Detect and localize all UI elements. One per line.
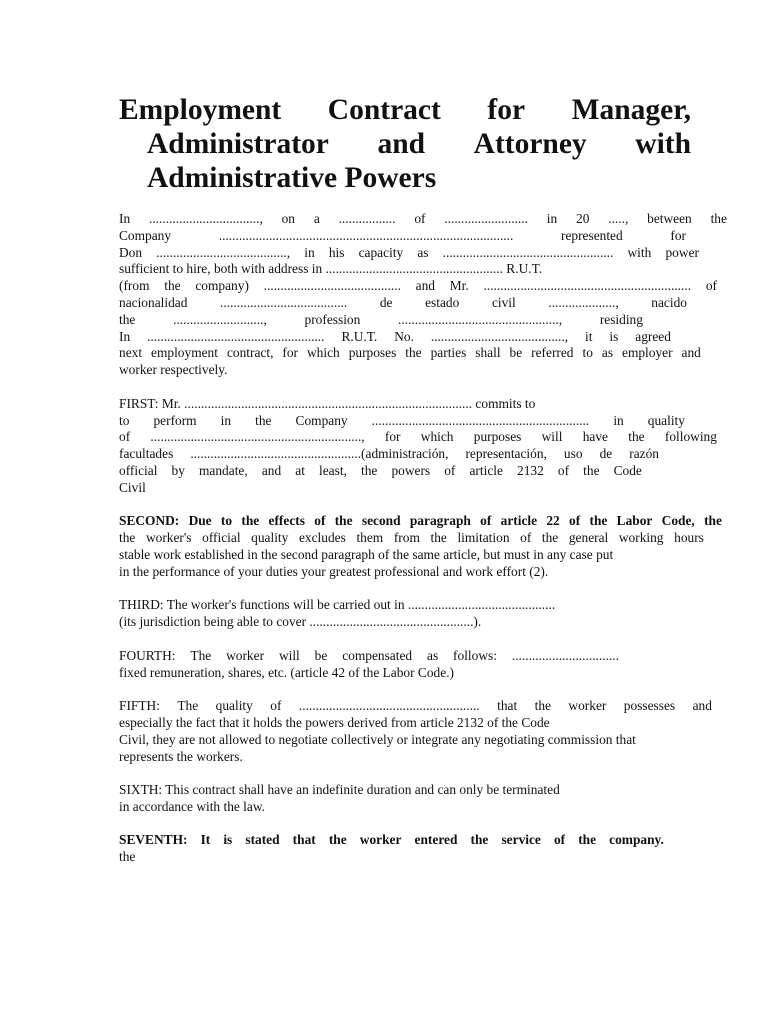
text-line [119, 329, 671, 346]
text-line [119, 413, 685, 430]
paragraph-gap [119, 379, 727, 396]
text-line: especially the fact that it holds the powers derived from article 2132 of the Code [119, 714, 550, 730]
word: parties [430, 345, 467, 361]
paragraph-gap [119, 497, 727, 514]
word: of [119, 429, 131, 445]
word: in [220, 412, 232, 428]
word: employer [622, 345, 673, 361]
word: the [589, 513, 608, 529]
word: of [569, 513, 581, 529]
word: be [314, 647, 328, 663]
word: for [282, 345, 299, 361]
title-word: Attorney [473, 128, 587, 160]
word: in [546, 211, 558, 226]
text-line: THIRD: The worker's functions will be carried out in ............................................ [119, 597, 556, 613]
text-line [119, 211, 727, 228]
word: stated [245, 832, 280, 848]
text-line [119, 463, 642, 480]
text-line [119, 295, 687, 312]
title-line-1 [119, 93, 691, 127]
word: of [444, 462, 456, 478]
word: limitation [457, 530, 510, 546]
word: the [704, 513, 722, 529]
word: residing [599, 311, 643, 327]
word: ................................................, [398, 311, 563, 327]
word: to [582, 345, 593, 361]
text-line [119, 429, 717, 446]
word: ..........................., [173, 311, 267, 327]
title-word: Manager, [571, 94, 691, 126]
word: nacido [651, 294, 687, 310]
word: The [177, 698, 199, 714]
text-line: in the performance of your duties your greatest professional and work effort (2). [119, 563, 549, 579]
word: ...................................................... [298, 698, 480, 714]
word: of [270, 698, 282, 714]
word: the [541, 530, 559, 546]
word: the [628, 429, 645, 445]
word: contract, [226, 345, 274, 361]
word: the [583, 462, 600, 478]
word: to [220, 513, 233, 529]
text-line: Civil [119, 479, 146, 495]
word: to [119, 412, 130, 428]
document-title [119, 93, 691, 195]
title-word: for [487, 94, 526, 126]
word: profession [304, 311, 361, 327]
word: the [710, 211, 727, 226]
word: Company [295, 412, 348, 428]
word: as [417, 244, 429, 260]
word: of [553, 832, 566, 848]
word: the [430, 530, 447, 546]
word: will [278, 647, 300, 663]
word: as [427, 647, 439, 663]
word: which [420, 429, 454, 445]
word: ....., [608, 211, 629, 226]
text-line [119, 446, 659, 463]
word: It [200, 832, 211, 848]
word: represented [560, 227, 623, 243]
text-line [119, 648, 619, 665]
word: FIFTH: [119, 698, 160, 714]
paragraph-gap [119, 816, 727, 833]
word: ................................................... [442, 244, 614, 260]
title-line-3: Administrative Powers [147, 162, 437, 194]
word: estado [425, 294, 460, 310]
word: the [534, 698, 551, 714]
word: and [681, 345, 701, 361]
word: the [255, 412, 272, 428]
word: razón [629, 446, 659, 462]
word: ..............................................................., [150, 429, 365, 445]
word: least, [319, 462, 347, 478]
word: ..................................................... [147, 328, 325, 344]
word: mandate, [199, 462, 248, 478]
text-line: FIRST: Mr. ...................................................................................... commits to [119, 395, 536, 411]
word: entered [414, 832, 458, 848]
text-line: the [119, 849, 136, 865]
paragraph-gap [119, 681, 727, 698]
word: of [557, 462, 570, 478]
word: quality [251, 530, 289, 546]
title-word: Employment [119, 94, 282, 126]
text-line: stable work established in the second paragraph of the same article, but must in any case put [119, 546, 614, 562]
word: In [119, 211, 131, 226]
word: official [202, 530, 241, 546]
text-line [119, 278, 717, 295]
word: is [609, 328, 619, 344]
word: ...................................................(administración, [190, 446, 449, 462]
word: the [405, 345, 422, 361]
word: the [334, 513, 353, 529]
contract-body [119, 211, 727, 866]
text-line: in accordance with the law. [119, 798, 265, 814]
text-line [119, 345, 701, 362]
word: ......................................., [156, 244, 291, 260]
word: the [361, 462, 378, 478]
word: In [119, 328, 131, 344]
word: be [509, 345, 523, 361]
text-line [119, 312, 643, 329]
word: ......................... [444, 211, 528, 226]
word: second [361, 513, 401, 529]
word: effects [268, 513, 305, 529]
word: Don [119, 244, 143, 260]
word: civil [491, 294, 516, 310]
title-word: Contract [327, 94, 441, 126]
word: worker's [145, 530, 192, 546]
word: excludes [298, 530, 346, 546]
word: power [665, 244, 699, 260]
word: for [670, 227, 686, 243]
word: ........................................, [430, 328, 569, 344]
word: will [541, 429, 563, 445]
word: his [328, 244, 345, 260]
word: ......................................... [263, 278, 401, 294]
word: uso [563, 446, 583, 462]
paragraph-gap [119, 581, 727, 598]
word: de [599, 446, 613, 462]
word: of [520, 530, 532, 546]
word: following [664, 429, 717, 445]
word: R.U.T. [341, 328, 378, 344]
word: article [500, 513, 538, 529]
word: with [627, 244, 652, 260]
word: 2132 [517, 462, 544, 478]
text-line [119, 513, 722, 530]
word: Code [613, 462, 642, 478]
title-word: and [377, 128, 426, 160]
word: referred [531, 345, 574, 361]
text-line: sufficient to hire, both with address in ..................................................... R.U.T. [119, 261, 543, 277]
word: next [119, 345, 143, 361]
word: is [223, 832, 233, 848]
title-line-2 [119, 127, 691, 161]
word: the [578, 832, 597, 848]
word: compensated [342, 647, 413, 663]
word: worker [359, 832, 402, 848]
text-line: fixed remuneration, shares, etc. (article 42 of the Labor Code.) [119, 664, 455, 680]
text-line [119, 698, 712, 715]
word: quality [647, 412, 685, 428]
word: between [647, 211, 692, 226]
word: ................. [338, 211, 396, 226]
word: possesses [623, 698, 676, 714]
word: them [356, 530, 384, 546]
word: general [568, 530, 609, 546]
word: the [241, 513, 260, 529]
word: the [119, 530, 136, 546]
word: powers [391, 462, 431, 478]
word: that [292, 832, 316, 848]
word: FOURTH: [119, 647, 176, 663]
word: that [497, 698, 518, 714]
word: company. [609, 832, 664, 848]
word: No. [394, 328, 414, 344]
word: follows: [453, 647, 497, 663]
word: at [295, 462, 305, 478]
paragraph-gap [119, 765, 727, 782]
word: shall [475, 345, 501, 361]
word: ........................................................................................ [218, 227, 514, 243]
word: the [164, 278, 181, 294]
word: of [705, 278, 717, 294]
word: perform [153, 412, 197, 428]
word: facultades [119, 446, 174, 462]
title-word: with [635, 128, 691, 160]
word: Due [188, 513, 212, 529]
text-line: (its jurisdiction being able to cover .................................................). [119, 614, 482, 630]
text-line: represents the workers. [119, 748, 243, 764]
word: from [393, 530, 420, 546]
word: article [469, 462, 503, 478]
word: as [601, 345, 614, 361]
word: official [119, 462, 158, 478]
word: Mr. [449, 278, 469, 294]
title-word: Administrator [147, 128, 329, 160]
text-line [119, 530, 704, 547]
word: hours [674, 530, 704, 546]
word: SEVENTH: [119, 832, 188, 848]
word: company) [195, 278, 249, 294]
word: working [618, 530, 664, 546]
text-line [119, 245, 699, 262]
word: 22 [546, 513, 560, 529]
word: Labor [616, 513, 653, 529]
word: .............................................................. [483, 278, 692, 294]
word: capacity [358, 244, 404, 260]
word: Company [119, 227, 172, 243]
word: paragraph [409, 513, 471, 529]
word: in [613, 412, 624, 428]
word: the [328, 832, 347, 848]
word: of [480, 513, 492, 529]
word: on [281, 211, 295, 226]
word: ...................................... [220, 294, 348, 310]
word: worker [226, 647, 265, 663]
word: agreed [635, 328, 671, 344]
word: SECOND: [119, 513, 180, 529]
text-line [119, 228, 686, 245]
word: it [585, 328, 593, 344]
word: a [313, 211, 320, 226]
word: representación, [465, 446, 547, 462]
word: purposes [348, 345, 397, 361]
word: which [306, 345, 340, 361]
word: service [501, 832, 541, 848]
word: ................................................................. [371, 412, 590, 428]
text-line: SIXTH: This contract shall have an indefinite duration and can only be terminated [119, 782, 560, 798]
word: of [314, 513, 326, 529]
word: (from [119, 278, 150, 294]
word: worker [568, 698, 607, 714]
word: employment [151, 345, 218, 361]
word: have [582, 429, 608, 445]
word: of [414, 211, 426, 226]
word: the [119, 311, 136, 327]
word: ...................., [548, 294, 619, 310]
word: by [171, 462, 185, 478]
word: Code, [661, 513, 695, 529]
word: and [692, 698, 712, 714]
text-line: Civil, they are not allowed to negotiate collectively or integrate any negotiating commission that [119, 731, 636, 747]
word: ................................ [511, 647, 619, 663]
text-line [119, 832, 664, 849]
word: purposes [473, 429, 522, 445]
word: in [304, 244, 315, 260]
word: and [415, 278, 436, 294]
text-line: worker respectively. [119, 362, 228, 378]
word: The [190, 647, 212, 663]
word: the [470, 832, 489, 848]
word: for [384, 429, 401, 445]
paragraph-gap [119, 631, 727, 648]
word: and [261, 462, 282, 478]
word: ................................., [148, 211, 263, 226]
word: quality [215, 698, 253, 714]
word: 20 [576, 211, 590, 226]
word: nacionalidad [119, 294, 188, 310]
word: de [379, 294, 393, 310]
